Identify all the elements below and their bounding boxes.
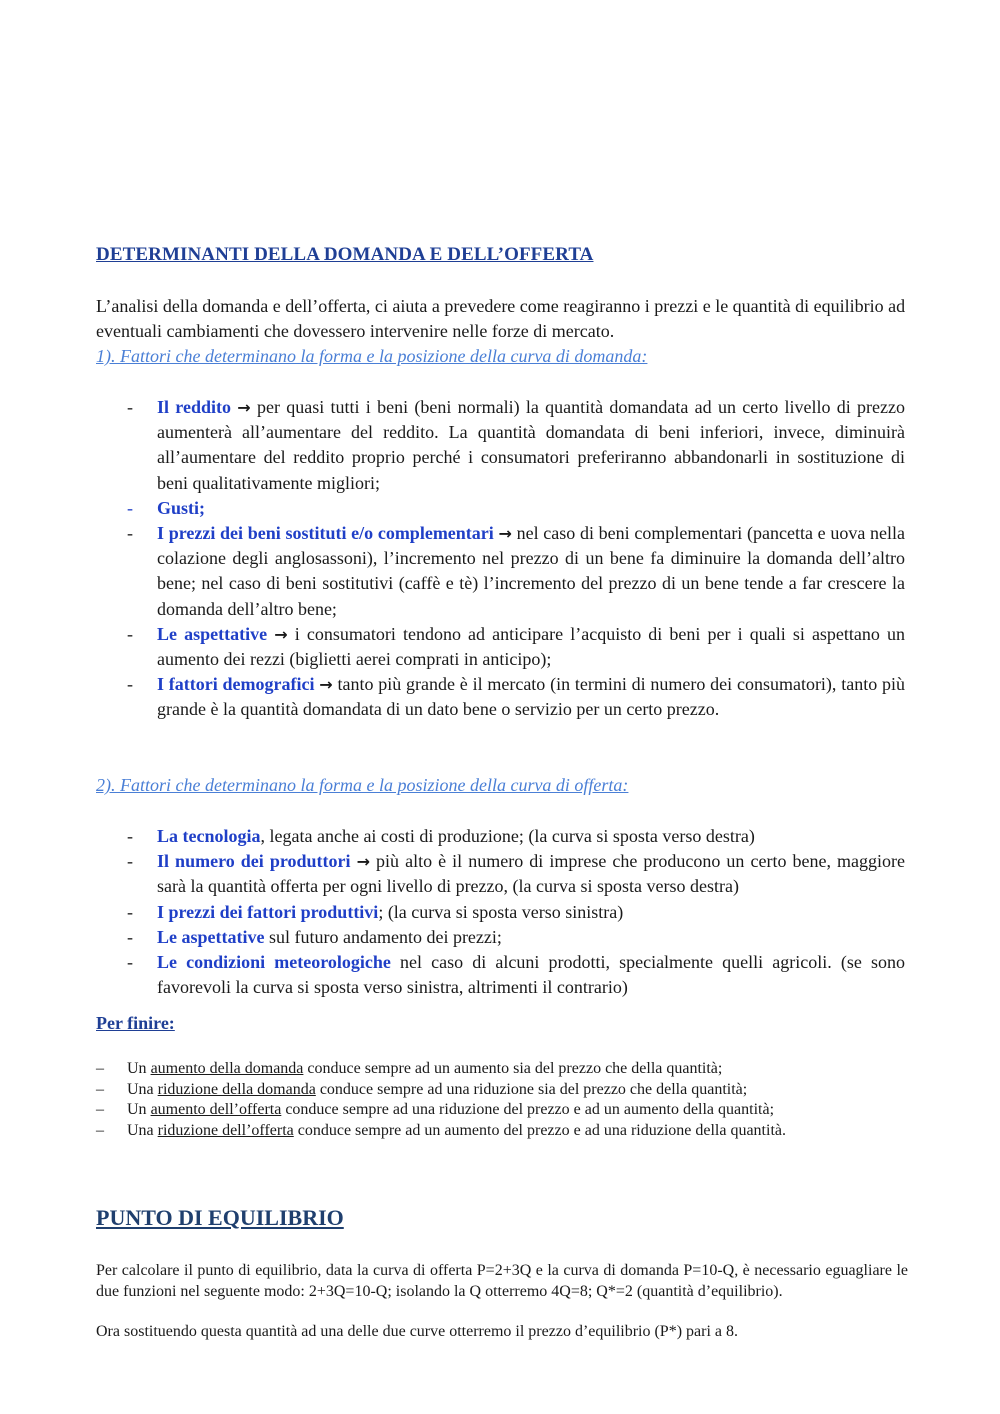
item-underlined: aumento dell’offerta [150,1101,282,1118]
item-underlined: aumento della domanda [150,1060,304,1077]
factor-keyword: Il numero dei produttori [157,851,351,872]
list-dash: – [96,1121,104,1139]
arrow-right-icon: → [498,524,512,544]
list-dash: - [127,523,133,544]
supply-factors-list [0,824,1000,1000]
conclusion-list [0,1059,1000,1141]
demand-section-title: 1). Fattori che determinano la forma e la posizione della curva di domanda: [96,346,648,366]
item-suffix: conduce sempre ad una riduzione del prezzo e ad un aumento della quantità; [281,1101,775,1118]
list-item [0,395,1000,496]
supply-section-title: 2). Fattori che determinano la forma e la posizione della curva di offerta: [96,775,629,795]
list-item [0,521,1000,622]
list-dash: – [96,1101,104,1118]
list-item [0,496,1000,521]
arrow-right-icon: → [237,398,251,417]
factor-keyword: Gusti; [157,497,206,518]
factor-keyword: I prezzi dei fattori produttivi [157,901,379,922]
list-item [0,900,1000,925]
list-item [0,950,1000,1000]
list-dash: - [127,623,133,644]
equilibrium-heading: PUNTO DI EQUILIBRIO [96,1205,344,1230]
arrow-right-icon: → [356,852,370,872]
list-dash: - [127,901,133,922]
list-dash: - [127,926,133,947]
factor-keyword: La tecnologia [157,826,261,846]
factor-text: i consumatori tendono ad anticipare l’acquisto di beni per i quali si aspettano un aumento dei rezzi (biglietti aerei comprati in anticipo); [157,623,906,670]
factor-text: ; (la curva si sposta verso sinistra) [378,901,624,922]
list-dash: - [127,674,133,695]
item-underlined: riduzione dell’offerta [157,1121,294,1139]
list-item [0,1059,1000,1080]
factor-text: nel caso di beni complementari (pancetta e uova nella colazione degli anglosassoni), l’incremento nel prezzo di un bene fa diminuire la domanda dell’altro bene; nel caso di beni sostitutivi (caffè e tè) l’incremento del prezzo di un bene tende a far crescere la domanda dell’altro bene; [157,523,906,619]
list-item [0,1100,1000,1121]
list-dash: - [127,397,133,417]
intro-paragraph: L’analisi della domanda e dell’offerta, ci aiuta a prevedere come reagiranno i prezzi e le quantità di equilibrio ad eventuali cambiamenti che dovessero intervenire nelle forze di mercato. [96,296,906,341]
list-item [0,1121,1000,1142]
item-suffix: conduce sempre ad una riduzione sia del prezzo che della quantità; [315,1080,748,1098]
factor-keyword: I prezzi dei beni sostituti e/o complementari [157,523,494,544]
item-suffix: conduce sempre ad un aumento del prezzo e ad una riduzione della quantità. [293,1121,786,1139]
arrow-right-icon: → [319,675,333,695]
conclusion-heading: Per finire: [96,1013,175,1033]
factor-text: più alto è il numero di imprese che producono un certo bene, maggiore sarà la quantità offerta per ogni livello di prezzo, (la curva si sposta verso destra) [157,851,906,897]
list-dash: - [127,497,133,518]
item-prefix: Un [127,1101,151,1118]
item-prefix: Una [127,1080,158,1098]
list-item [0,849,1000,899]
arrow-right-icon: → [274,624,288,644]
list-item [0,1080,1000,1101]
list-item [0,672,1000,722]
item-prefix: Una [127,1121,158,1139]
main-heading: DETERMINANTI DELLA DOMANDA E DELL’OFFERTA [96,244,594,265]
item-prefix: Un [127,1060,151,1077]
list-dash: - [127,952,133,973]
factor-keyword: Le aspettative [157,926,265,947]
list-dash: – [96,1060,104,1077]
list-dash: - [127,826,133,846]
factor-keyword: Le condizioni meteorologiche [157,952,391,973]
factor-keyword: Le aspettative [157,623,268,644]
list-item [0,622,1000,672]
list-dash: – [96,1080,104,1098]
equilibrium-paragraph: Per calcolare il punto di equilibrio, data la curva di offerta P=2+3Q e la curva di domanda P=10-Q, è necessario eguagliare le due funzioni nel seguente modo: 2+3Q=10-Q; isolando la Q otterremo 4Q=8; Q*=2 (quantità d’equilibrio). [96,1262,908,1300]
demand-factors-list [0,395,1000,723]
factor-keyword: I fattori demografici [157,674,315,695]
equilibrium-paragraph-2: Ora sostituendo questa quantità ad una delle due curve otterremo il prezzo d’equilibrio (P*) pari a 8. [96,1323,739,1340]
factor-text: nel caso di alcuni prodotti, specialmente quelli agricoli. (se sono favorevoli la curva si sposta verso sinistra, altrimenti il contrario) [157,952,905,998]
item-suffix: conduce sempre ad un aumento sia del prezzo che della quantità; [303,1060,723,1077]
factor-text: per quasi tutti i beni (beni normali) la quantità domandata ad un certo livello di prezzo aumenterà all’aumentare del reddito. La quantità domandata di beni inferiori, invece, diminuirà all’aumentare del reddito proprio perché i consumatori preferiranno abbandonarli in sostituzione di beni qualitativamente migliori; [157,397,906,493]
item-underlined: riduzione della domanda [157,1080,316,1098]
factor-text: sul futuro andamento dei prezzi; [264,926,502,947]
list-item [0,824,1000,849]
factor-text: , legata anche ai costi di produzione; (la curva si sposta verso destra) [260,826,755,846]
factor-text: tanto più grande è il mercato (in termini di numero dei consumatori), tanto più grande è la quantità domandata di un dato bene o servizio per un certo prezzo. [157,674,905,720]
factor-keyword: Il reddito [157,397,231,417]
list-dash: - [127,851,133,872]
list-item [0,925,1000,950]
